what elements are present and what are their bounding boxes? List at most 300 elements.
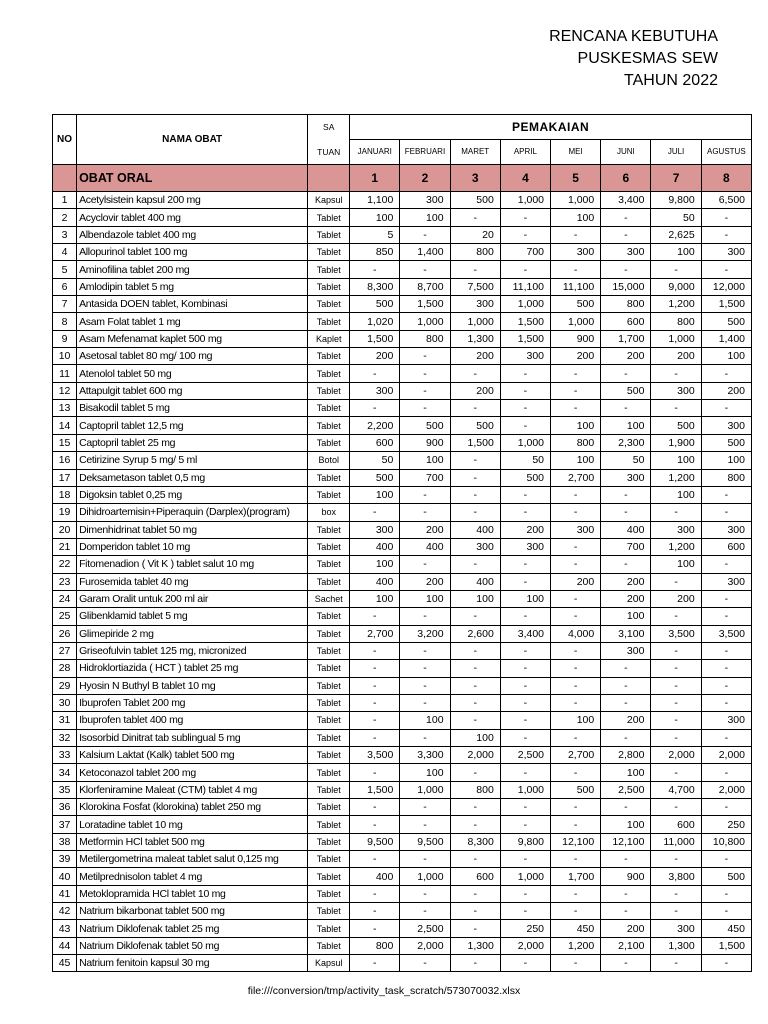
monthly-usage-cell: 1,500 <box>500 313 550 330</box>
monthly-usage-cell: 12,000 <box>701 278 751 295</box>
monthly-usage-cell: - <box>601 851 651 868</box>
drug-unit: Tablet <box>308 868 350 885</box>
drug-name: Isosorbid Dinitrat tab sublingual 5 mg <box>77 729 308 746</box>
monthly-usage-cell: 8,700 <box>400 278 450 295</box>
row-number: 36 <box>53 799 77 816</box>
drug-unit: Botol <box>308 452 350 469</box>
monthly-usage-cell: 1,500 <box>400 296 450 313</box>
monthly-usage-cell: 1,700 <box>601 330 651 347</box>
drug-name: Griseofulvin tablet 125 mg, micronized <box>77 642 308 659</box>
monthly-usage-cell: - <box>500 816 550 833</box>
row-number: 43 <box>53 920 77 937</box>
category-number: 8 <box>701 165 751 192</box>
table-row <box>53 573 752 590</box>
monthly-usage-cell: 12,100 <box>551 833 601 850</box>
drug-name: Ibuprofen tablet 400 mg <box>77 712 308 729</box>
drug-name: Glibenklamid tablet 5 mg <box>77 608 308 625</box>
monthly-usage-cell: 10,800 <box>701 833 751 850</box>
drug-name: Bisakodil tablet 5 mg <box>77 400 308 417</box>
monthly-usage-cell: 2,700 <box>551 469 601 486</box>
monthly-usage-cell: 6,500 <box>701 192 751 209</box>
monthly-usage-cell: - <box>500 226 550 243</box>
monthly-usage-cell: - <box>551 903 601 920</box>
monthly-usage-cell: - <box>350 799 400 816</box>
monthly-usage-cell: 200 <box>400 573 450 590</box>
monthly-usage-cell: - <box>701 903 751 920</box>
header-month: FEBRUARI <box>400 140 450 165</box>
table-row <box>53 920 752 937</box>
header-month: MEI <box>551 140 601 165</box>
monthly-usage-cell: 200 <box>601 348 651 365</box>
monthly-usage-cell: 800 <box>651 313 701 330</box>
monthly-usage-cell: 1,000 <box>400 868 450 885</box>
drug-name: Digoksin tablet 0,25 mg <box>77 486 308 503</box>
header-month: JANUARI <box>350 140 400 165</box>
drug-name: Allopurinol tablet 100 mg <box>77 244 308 261</box>
monthly-usage-cell: - <box>500 903 550 920</box>
monthly-usage-cell: - <box>500 365 550 382</box>
monthly-usage-cell: 7,500 <box>450 278 500 295</box>
drug-unit: Tablet <box>308 712 350 729</box>
monthly-usage-cell: 200 <box>450 348 500 365</box>
report-title-line3: TAHUN 2022 <box>624 72 718 89</box>
row-number: 35 <box>53 781 77 798</box>
monthly-usage-cell: - <box>400 226 450 243</box>
drug-name: Atenolol tablet 50 mg <box>77 365 308 382</box>
monthly-usage-cell: - <box>651 955 701 972</box>
monthly-usage-cell: - <box>551 556 601 573</box>
monthly-usage-cell: 1,200 <box>551 937 601 954</box>
category-number: 5 <box>551 165 601 192</box>
monthly-usage-cell: 2,200 <box>350 417 400 434</box>
monthly-usage-cell: - <box>601 226 651 243</box>
monthly-usage-cell: 450 <box>701 920 751 937</box>
row-number: 8 <box>53 313 77 330</box>
monthly-usage-cell: - <box>601 556 651 573</box>
drug-unit: Tablet <box>308 469 350 486</box>
drug-name: Garam Oralit untuk 200 ml air <box>77 590 308 607</box>
drug-name: Acetylsistein kapsul 200 mg <box>77 192 308 209</box>
table-row <box>53 764 752 781</box>
monthly-usage-cell: - <box>450 261 500 278</box>
row-number: 17 <box>53 469 77 486</box>
row-number: 18 <box>53 486 77 503</box>
monthly-usage-cell: 50 <box>651 209 701 226</box>
row-number: 1 <box>53 192 77 209</box>
monthly-usage-cell: - <box>551 660 601 677</box>
drug-unit: Tablet <box>308 573 350 590</box>
drug-unit: Tablet <box>308 226 350 243</box>
drug-unit: Tablet <box>308 313 350 330</box>
drug-unit: Tablet <box>308 348 350 365</box>
monthly-usage-cell: 250 <box>500 920 550 937</box>
monthly-usage-cell: - <box>350 400 400 417</box>
category-unit-cell <box>308 165 350 192</box>
monthly-usage-cell: 200 <box>651 348 701 365</box>
row-number: 15 <box>53 434 77 451</box>
monthly-usage-cell: 100 <box>651 452 701 469</box>
monthly-usage-cell: 1,000 <box>551 192 601 209</box>
monthly-usage-cell: 400 <box>350 538 400 555</box>
category-number: 2 <box>400 165 450 192</box>
monthly-usage-cell: 600 <box>701 538 751 555</box>
monthly-usage-cell: - <box>350 694 400 711</box>
monthly-usage-cell: - <box>500 573 550 590</box>
drug-unit: Tablet <box>308 903 350 920</box>
table-row <box>53 382 752 399</box>
table-row <box>53 868 752 885</box>
table-row <box>53 833 752 850</box>
monthly-usage-cell: 600 <box>651 816 701 833</box>
monthly-usage-cell: - <box>400 799 450 816</box>
drug-name: Kalsium Laktat (Kalk) tablet 500 mg <box>77 747 308 764</box>
table-row <box>53 330 752 347</box>
drug-unit: Kaplet <box>308 330 350 347</box>
monthly-usage-cell: - <box>450 469 500 486</box>
monthly-usage-cell: 500 <box>701 434 751 451</box>
drug-unit: Tablet <box>308 382 350 399</box>
table-row <box>53 955 752 972</box>
drug-unit: Tablet <box>308 486 350 503</box>
monthly-usage-cell: - <box>651 729 701 746</box>
monthly-usage-cell: - <box>500 486 550 503</box>
drug-unit: Tablet <box>308 209 350 226</box>
drug-unit: Tablet <box>308 937 350 954</box>
monthly-usage-cell: 300 <box>350 382 400 399</box>
monthly-usage-cell: - <box>651 694 701 711</box>
monthly-usage-cell: 400 <box>400 538 450 555</box>
monthly-usage-cell: 100 <box>400 590 450 607</box>
monthly-usage-cell: 450 <box>551 920 601 937</box>
monthly-usage-cell: - <box>551 677 601 694</box>
monthly-usage-cell: - <box>450 365 500 382</box>
monthly-usage-cell: - <box>651 400 701 417</box>
monthly-usage-cell: - <box>551 590 601 607</box>
monthly-usage-cell: 500 <box>450 417 500 434</box>
monthly-usage-cell: - <box>651 799 701 816</box>
monthly-usage-cell: 500 <box>350 469 400 486</box>
drug-name: Furosemida tablet 40 mg <box>77 573 308 590</box>
table-row <box>53 816 752 833</box>
monthly-usage-cell: - <box>400 885 450 902</box>
monthly-usage-cell: 11,000 <box>651 833 701 850</box>
monthly-usage-cell: 200 <box>551 573 601 590</box>
monthly-usage-cell: 9,800 <box>500 833 550 850</box>
monthly-usage-cell: - <box>400 642 450 659</box>
monthly-usage-cell: - <box>701 764 751 781</box>
monthly-usage-cell: 500 <box>651 417 701 434</box>
medicine-table <box>52 114 752 972</box>
monthly-usage-cell: 400 <box>601 521 651 538</box>
monthly-usage-cell: 1,200 <box>651 538 701 555</box>
header-month: APRIL <box>500 140 550 165</box>
drug-unit: Tablet <box>308 799 350 816</box>
table-row <box>53 885 752 902</box>
monthly-usage-cell: - <box>651 764 701 781</box>
drug-unit: Tablet <box>308 365 350 382</box>
monthly-usage-cell: - <box>350 816 400 833</box>
drug-unit: Tablet <box>308 764 350 781</box>
monthly-usage-cell: - <box>701 677 751 694</box>
row-number: 34 <box>53 764 77 781</box>
drug-unit: box <box>308 504 350 521</box>
header-month: MARET <box>450 140 500 165</box>
monthly-usage-cell: - <box>601 903 651 920</box>
monthly-usage-cell: 200 <box>601 920 651 937</box>
monthly-usage-cell: - <box>450 712 500 729</box>
drug-unit: Tablet <box>308 642 350 659</box>
monthly-usage-cell: 2,700 <box>350 625 400 642</box>
monthly-usage-cell: 100 <box>450 729 500 746</box>
monthly-usage-cell: 1,020 <box>350 313 400 330</box>
monthly-usage-cell: - <box>701 365 751 382</box>
row-number: 3 <box>53 226 77 243</box>
monthly-usage-cell: 2,500 <box>500 747 550 764</box>
row-number: 25 <box>53 608 77 625</box>
monthly-usage-cell: 1,000 <box>500 434 550 451</box>
drug-unit: Sachet <box>308 590 350 607</box>
monthly-usage-cell: - <box>701 885 751 902</box>
monthly-usage-cell: 800 <box>350 937 400 954</box>
drug-unit: Tablet <box>308 920 350 937</box>
monthly-usage-cell: - <box>450 764 500 781</box>
monthly-usage-cell: 2,700 <box>551 747 601 764</box>
monthly-usage-cell: - <box>551 851 601 868</box>
monthly-usage-cell: 800 <box>701 469 751 486</box>
drug-unit: Tablet <box>308 694 350 711</box>
monthly-usage-cell: - <box>701 226 751 243</box>
drug-unit: Tablet <box>308 608 350 625</box>
drug-name: Klorokina Fosfat (klorokina) tablet 250 mg <box>77 799 308 816</box>
monthly-usage-cell: - <box>651 660 701 677</box>
drug-unit: Tablet <box>308 400 350 417</box>
header-month: JUNI <box>601 140 651 165</box>
monthly-usage-cell: 50 <box>601 452 651 469</box>
monthly-usage-cell: 1,400 <box>400 244 450 261</box>
monthly-usage-cell: 100 <box>400 452 450 469</box>
drug-name: Antasida DOEN tablet, Kombinasi <box>77 296 308 313</box>
monthly-usage-cell: 300 <box>500 348 550 365</box>
monthly-usage-cell: - <box>500 764 550 781</box>
drug-name: Klorfeniramine Maleat (CTM) tablet 4 mg <box>77 781 308 798</box>
drug-unit: Tablet <box>308 434 350 451</box>
monthly-usage-cell: - <box>701 729 751 746</box>
monthly-usage-cell: - <box>400 677 450 694</box>
table-row <box>53 365 752 382</box>
monthly-usage-cell: - <box>551 538 601 555</box>
monthly-usage-cell: 500 <box>350 296 400 313</box>
drug-name: Dihidroartemisin+Piperaquin (Darplex)(program) <box>77 504 308 521</box>
monthly-usage-cell: 11,100 <box>500 278 550 295</box>
row-number: 13 <box>53 400 77 417</box>
monthly-usage-cell: 200 <box>450 382 500 399</box>
monthly-usage-cell: 100 <box>651 486 701 503</box>
row-number: 32 <box>53 729 77 746</box>
monthly-usage-cell: - <box>601 365 651 382</box>
table-row <box>53 937 752 954</box>
monthly-usage-cell: - <box>551 799 601 816</box>
drug-name: Dimenhidrinat tablet 50 mg <box>77 521 308 538</box>
drug-unit: Tablet <box>308 625 350 642</box>
monthly-usage-cell: - <box>350 764 400 781</box>
monthly-usage-cell: 1,300 <box>651 937 701 954</box>
drug-unit: Kapsul <box>308 955 350 972</box>
drug-name: Natrium Diklofenak tablet 50 mg <box>77 937 308 954</box>
monthly-usage-cell: - <box>500 642 550 659</box>
monthly-usage-cell: - <box>701 590 751 607</box>
monthly-usage-cell: 100 <box>551 417 601 434</box>
monthly-usage-cell: 100 <box>601 608 651 625</box>
drug-name: Loratadine tablet 10 mg <box>77 816 308 833</box>
monthly-usage-cell: - <box>500 400 550 417</box>
drug-name: Captopril tablet 25 mg <box>77 434 308 451</box>
monthly-usage-cell: 500 <box>601 382 651 399</box>
table-row <box>53 469 752 486</box>
monthly-usage-cell: 1,400 <box>701 330 751 347</box>
table-row <box>53 348 752 365</box>
monthly-usage-cell: 100 <box>350 590 400 607</box>
monthly-usage-cell: 2,500 <box>601 781 651 798</box>
monthly-usage-cell: 1,300 <box>450 937 500 954</box>
drug-unit: Tablet <box>308 781 350 798</box>
drug-unit: Kapsul <box>308 192 350 209</box>
monthly-usage-cell: 1,000 <box>500 781 550 798</box>
monthly-usage-cell: 300 <box>551 244 601 261</box>
monthly-usage-cell: - <box>500 677 550 694</box>
monthly-usage-cell: 4,000 <box>551 625 601 642</box>
monthly-usage-cell: - <box>701 608 751 625</box>
monthly-usage-cell: 500 <box>551 781 601 798</box>
drug-name: Metformin HCl tablet 500 mg <box>77 833 308 850</box>
monthly-usage-cell: - <box>601 799 651 816</box>
table-row <box>53 556 752 573</box>
monthly-usage-cell: 9,500 <box>400 833 450 850</box>
monthly-usage-cell: 2,625 <box>651 226 701 243</box>
monthly-usage-cell: 2,000 <box>651 747 701 764</box>
monthly-usage-cell: - <box>651 642 701 659</box>
row-number: 37 <box>53 816 77 833</box>
monthly-usage-cell: - <box>350 365 400 382</box>
monthly-usage-cell: - <box>701 694 751 711</box>
table-row <box>53 625 752 642</box>
monthly-usage-cell: 50 <box>350 452 400 469</box>
monthly-usage-cell: 1,500 <box>500 330 550 347</box>
header-satuan-bottom: TUAN <box>308 140 350 165</box>
monthly-usage-cell: - <box>400 348 450 365</box>
monthly-usage-cell: - <box>500 694 550 711</box>
monthly-usage-cell: - <box>651 885 701 902</box>
monthly-usage-cell: - <box>450 608 500 625</box>
monthly-usage-cell: 300 <box>601 469 651 486</box>
monthly-usage-cell: 5 <box>350 226 400 243</box>
monthly-usage-cell: - <box>400 365 450 382</box>
monthly-usage-cell: 3,800 <box>651 868 701 885</box>
monthly-usage-cell: - <box>350 504 400 521</box>
monthly-usage-cell: 400 <box>350 573 400 590</box>
monthly-usage-cell: - <box>651 608 701 625</box>
monthly-usage-cell: - <box>500 556 550 573</box>
table-row <box>53 694 752 711</box>
monthly-usage-cell: - <box>450 955 500 972</box>
row-number: 22 <box>53 556 77 573</box>
monthly-usage-cell: 1,900 <box>651 434 701 451</box>
monthly-usage-cell: 200 <box>601 573 651 590</box>
monthly-usage-cell: - <box>450 660 500 677</box>
monthly-usage-cell: 800 <box>551 434 601 451</box>
table-row <box>53 677 752 694</box>
monthly-usage-cell: - <box>350 729 400 746</box>
table-row <box>53 799 752 816</box>
row-number: 12 <box>53 382 77 399</box>
table-row <box>53 781 752 798</box>
row-number: 19 <box>53 504 77 521</box>
monthly-usage-cell: - <box>500 799 550 816</box>
monthly-usage-cell: - <box>450 816 500 833</box>
monthly-usage-cell: 1,000 <box>400 781 450 798</box>
monthly-usage-cell: 200 <box>400 521 450 538</box>
monthly-usage-cell: - <box>701 851 751 868</box>
monthly-usage-cell: 1,500 <box>450 434 500 451</box>
drug-name: Metilprednisolon tablet 4 mg <box>77 868 308 885</box>
monthly-usage-cell: - <box>651 261 701 278</box>
row-number: 7 <box>53 296 77 313</box>
monthly-usage-cell: 200 <box>651 590 701 607</box>
monthly-usage-cell: - <box>400 955 450 972</box>
monthly-usage-cell: - <box>350 955 400 972</box>
row-number: 2 <box>53 209 77 226</box>
row-number: 28 <box>53 660 77 677</box>
monthly-usage-cell: 500 <box>551 296 601 313</box>
table-row <box>53 608 752 625</box>
drug-name: Attapulgit tablet 600 mg <box>77 382 308 399</box>
monthly-usage-cell: - <box>450 799 500 816</box>
row-number: 31 <box>53 712 77 729</box>
monthly-usage-cell: - <box>701 660 751 677</box>
monthly-usage-cell: 1,300 <box>450 330 500 347</box>
table-row <box>53 244 752 261</box>
header-pemakaian: PEMAKAIAN <box>350 115 752 140</box>
row-number: 20 <box>53 521 77 538</box>
monthly-usage-cell: - <box>601 677 651 694</box>
monthly-usage-cell: 300 <box>551 521 601 538</box>
row-number: 38 <box>53 833 77 850</box>
monthly-usage-cell: - <box>551 400 601 417</box>
row-number: 42 <box>53 903 77 920</box>
table-row <box>53 226 752 243</box>
row-number: 41 <box>53 885 77 902</box>
table-row <box>53 296 752 313</box>
table-row <box>53 261 752 278</box>
drug-name: Acyclovir tablet 400 mg <box>77 209 308 226</box>
monthly-usage-cell: 500 <box>400 417 450 434</box>
monthly-usage-cell: 8,300 <box>450 833 500 850</box>
row-number: 5 <box>53 261 77 278</box>
monthly-usage-cell: - <box>601 504 651 521</box>
monthly-usage-cell: - <box>350 660 400 677</box>
monthly-usage-cell: - <box>551 608 601 625</box>
monthly-usage-cell: - <box>701 955 751 972</box>
monthly-usage-cell: 1,500 <box>701 296 751 313</box>
table-row <box>53 642 752 659</box>
monthly-usage-cell: 100 <box>651 244 701 261</box>
monthly-usage-cell: 1,500 <box>701 937 751 954</box>
monthly-usage-cell: 1,200 <box>651 296 701 313</box>
monthly-usage-cell: - <box>601 400 651 417</box>
monthly-usage-cell: 100 <box>601 764 651 781</box>
drug-unit: Tablet <box>308 417 350 434</box>
monthly-usage-cell: 800 <box>450 244 500 261</box>
monthly-usage-cell: - <box>350 851 400 868</box>
